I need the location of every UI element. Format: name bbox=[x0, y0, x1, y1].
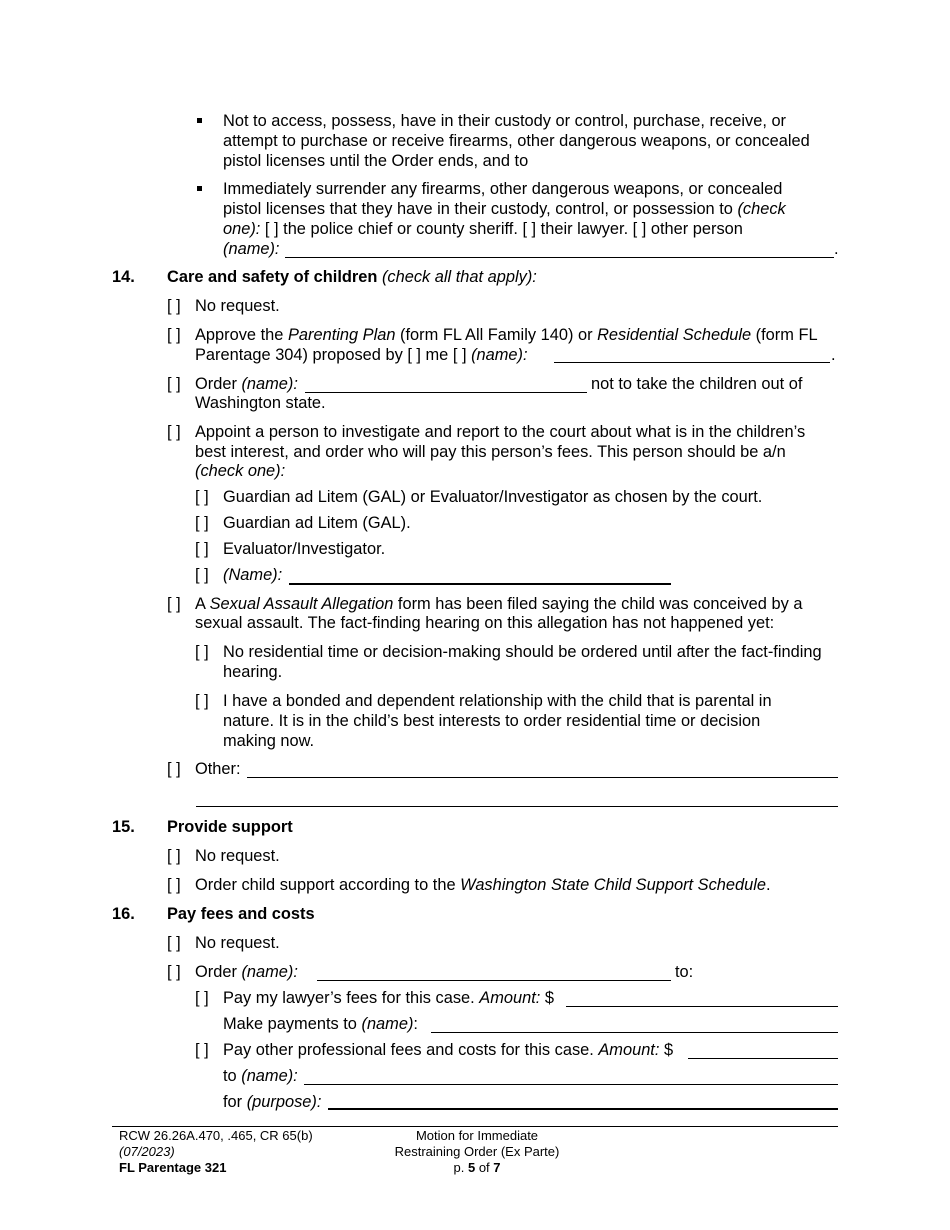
checkbox-approve-plan[interactable]: [ ] bbox=[167, 326, 181, 344]
bullet-1-line-1: Not to access, possess, have in their custody or control, purchase, receive, or bbox=[223, 112, 787, 130]
named-person-field[interactable] bbox=[289, 583, 671, 585]
section-16-number: 16. bbox=[112, 905, 135, 923]
footer-title-line-1: Motion for Immediate bbox=[415, 1128, 539, 1143]
no-residential-line-2: hearing. bbox=[223, 663, 283, 681]
sexual-assault-line-2: sexual assault. The fact-finding hearing on this allegation has not happened yet: bbox=[195, 614, 775, 632]
bullet-marker bbox=[197, 186, 202, 191]
checkbox-sexual-assault[interactable]: [ ] bbox=[167, 595, 181, 613]
footer-title-line-2: Restraining Order (Ex Parte) bbox=[394, 1144, 560, 1159]
checkbox-bonded[interactable]: [ ] bbox=[195, 692, 209, 710]
bonded-line-3: making now. bbox=[223, 732, 315, 750]
evaluator-label: Evaluator/Investigator. bbox=[223, 540, 386, 558]
section-16-title: Pay fees and costs bbox=[167, 905, 315, 923]
no-residential-line-1: No residential time or decision-making should be ordered until after the fact-finding bbox=[223, 643, 822, 661]
no-request-label: No request. bbox=[195, 934, 280, 952]
approve-plan-line-2: Parentage 304) proposed by [ ] me [ ] (name): bbox=[195, 346, 528, 364]
period: . bbox=[834, 240, 839, 258]
professional-fees-label: Pay other professional fees and costs for this case. Amount: $ bbox=[223, 1041, 674, 1059]
lawyer-fees-label: Pay my lawyer’s fees for this case. Amount: $ bbox=[223, 989, 555, 1007]
approve-plan-line-1: Approve the Parenting Plan (form FL All Family 140) or Residential Schedule (form FL bbox=[195, 326, 818, 344]
checkbox-other[interactable]: [ ] bbox=[167, 760, 181, 778]
order-name-field[interactable] bbox=[305, 392, 587, 393]
checkbox-professional-fees[interactable]: [ ] bbox=[195, 1041, 209, 1059]
footer-date: (07/2023) bbox=[119, 1144, 175, 1159]
checkbox-evaluator[interactable]: [ ] bbox=[195, 540, 209, 558]
bullet-marker bbox=[197, 118, 202, 123]
professional-fees-amount-field[interactable] bbox=[688, 1058, 838, 1059]
period: . bbox=[831, 346, 836, 364]
bullet-2-line-4: (name): bbox=[223, 240, 280, 258]
other-field-line-1[interactable] bbox=[247, 777, 838, 778]
bullet-2-line-3: one): [ ] the police chief or county sheriff. [ ] their lawyer. [ ] other person bbox=[223, 220, 743, 238]
footer-page-number: p. 5 of 7 bbox=[453, 1160, 501, 1175]
section-14-number: 14. bbox=[112, 268, 135, 286]
order-text-line-2: Washington state. bbox=[195, 394, 326, 412]
appoint-line-1: Appoint a person to investigate and report to the court about what is in the children’s bbox=[195, 423, 806, 441]
to-name-field[interactable] bbox=[304, 1084, 838, 1085]
gal-or-evaluator-label: Guardian ad Litem (GAL) or Evaluator/Investigator as chosen by the court. bbox=[223, 488, 763, 506]
gal-label: Guardian ad Litem (GAL). bbox=[223, 514, 411, 532]
to-name-label: to (name): bbox=[223, 1067, 298, 1085]
lawyer-fees-amount-field[interactable] bbox=[566, 1006, 838, 1007]
other-label: Other: bbox=[195, 760, 241, 778]
checkbox-no-request-16[interactable]: [ ] bbox=[167, 934, 181, 952]
appoint-line-2: best interest, and order who will pay this person’s fees. This person should be a/n bbox=[195, 443, 786, 461]
make-payments-label: Make payments to (name): bbox=[223, 1015, 418, 1033]
checkbox-order-fees[interactable]: [ ] bbox=[167, 963, 181, 981]
bonded-line-2: nature. It is in the child’s best interests to order residential time or decision bbox=[223, 712, 761, 730]
section-14-title: Care and safety of children (check all that apply): bbox=[167, 268, 537, 286]
make-payments-name-field[interactable] bbox=[431, 1032, 838, 1033]
footer-rule bbox=[112, 1126, 838, 1127]
child-support-label: Order child support according to the Washington State Child Support Schedule. bbox=[195, 876, 771, 894]
footer-form-id: FL Parentage 321 bbox=[119, 1160, 227, 1175]
to-label: to: bbox=[675, 963, 694, 981]
section-15-number: 15. bbox=[112, 818, 135, 836]
checkbox-order-no-travel[interactable]: [ ] bbox=[167, 375, 181, 393]
checkbox-child-support[interactable]: [ ] bbox=[167, 876, 181, 894]
bullet-1-line-2: attempt to purchase or receive firearms, other dangerous weapons, or concealed bbox=[223, 132, 810, 150]
checkbox-gal-or-evaluator[interactable]: [ ] bbox=[195, 488, 209, 506]
checkbox-no-request-15[interactable]: [ ] bbox=[167, 847, 181, 865]
checkbox-no-request-14[interactable]: [ ] bbox=[167, 297, 181, 315]
order-fees-name-field[interactable] bbox=[317, 980, 671, 981]
no-request-label: No request. bbox=[195, 297, 280, 315]
no-request-label: No request. bbox=[195, 847, 280, 865]
section-15-title: Provide support bbox=[167, 818, 293, 836]
order-label: Order (name): bbox=[195, 375, 298, 393]
checkbox-no-residential[interactable]: [ ] bbox=[195, 643, 209, 661]
checkbox-named-person[interactable]: [ ] bbox=[195, 566, 209, 584]
order-text: not to take the children out of bbox=[591, 375, 803, 393]
checkbox-lawyer-fees[interactable]: [ ] bbox=[195, 989, 209, 1007]
bonded-line-1: I have a bonded and dependent relationship with the child that is parental in bbox=[223, 692, 772, 710]
bullet-2-line-2: pistol licenses that they have in their custody, control, or possession to (check bbox=[223, 200, 786, 218]
checkbox-gal[interactable]: [ ] bbox=[195, 514, 209, 532]
proposed-by-name-field[interactable] bbox=[554, 362, 830, 363]
bullet-1-line-3: pistol licenses until the Order ends, and to bbox=[223, 152, 529, 170]
bullet-2-line-1: Immediately surrender any firearms, other dangerous weapons, or concealed bbox=[223, 180, 783, 198]
sexual-assault-line-1: A Sexual Assault Allegation form has been filed saying the child was conceived by a bbox=[195, 595, 803, 613]
named-person-label: (Name): bbox=[223, 566, 283, 584]
order-fees-label: Order (name): bbox=[195, 963, 298, 981]
other-field-line-2[interactable] bbox=[196, 806, 838, 807]
checkbox-appoint[interactable]: [ ] bbox=[167, 423, 181, 441]
appoint-line-3: (check one): bbox=[195, 462, 286, 480]
other-person-name-field[interactable] bbox=[285, 257, 834, 258]
for-purpose-field[interactable] bbox=[328, 1108, 838, 1110]
for-purpose-label: for (purpose): bbox=[223, 1093, 322, 1111]
footer-rcw: RCW 26.26A.470, .465, CR 65(b) bbox=[119, 1128, 313, 1143]
